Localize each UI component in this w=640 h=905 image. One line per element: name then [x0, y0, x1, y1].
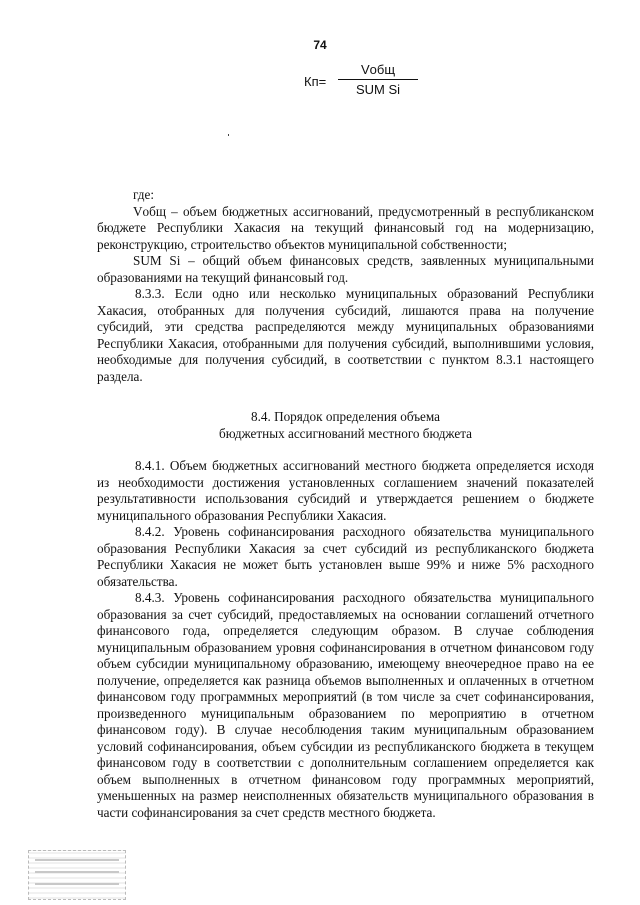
formula-numerator: Vобщ: [338, 62, 418, 80]
paragraph-8-3-3: 8.3.3. Если одно или несколько муниципальных образований Республики Хакасия, отобранных для получения субсидий, лишаются права на получение субсидий, эти средства распределяются между муниципальных образованиями Республики Хакасия, отобранными для получения субсидий, выполнившими условия, необходимые для получения субсидий, в соответствии с пунктом 8.3.1 настоящего раздела.: [97, 286, 594, 384]
section-title-line1: 8.4. Порядок определения объема: [250, 409, 441, 424]
section-title-line2: бюджетных ассигнований местного бюджета: [219, 426, 472, 441]
paragraph-8-4-1: 8.4.1. Объем бюджетных ассигнований местного бюджета определяется исходя из необходимости достижения установленных соглашением значений показателей результативности использования субсидий и утверждается решением о бюджете муниципального образования Республики Хакасия.: [97, 458, 594, 523]
definition-vobsh: Vобщ – объем бюджетных ассигнований, предусмотренный в республиканском бюджете Республики Хакасия на текущий финансовый год на модернизацию, реконструкцию, строительство объектов муниципальной собственности;: [97, 203, 594, 252]
paragraph-8-4-3: 8.4.3. Уровень софинансирования расходного обязательства муниципального образования за счет субсидий, предоставляемых на основании соглашений отчетного финансового года, определяется следующим образом. В случае соблюдения муниципальным образованием уровня софинансирования в отчетном финансовом году объем субсидии муниципальному образованию, имеющему внеочередное право на ее получение, определяется как разница объемов выполненных и оплаченных в отчетном финансовом году программных мероприятий (в том числе за счет софинансирования, произведенного муниципальным образованием по мероприятию в отчетном финансовом году). В случае несоблюдения таким муниципальным образованием условий софинансирования, объем субсидии из республиканского бюджета в текущем финансовом году в соответствии с дополнительным соглашением определяется как объем выполненных в отчетном финансовом году программных мероприятий, уменьшенных на размер неисполненных обязательств муниципального образования в части софинансирования за счет средств местного бюджета.: [97, 590, 594, 820]
paragraph-8-4-2: 8.4.2. Уровень софинансирования расходного обязательства муниципального образования Республики Хакасия за счет субсидий из республиканского бюджета Республики Хакасия не может быть установлен выше 99% и ниже 5% расходного обязательства.: [97, 524, 594, 589]
definition-intro: где:: [133, 187, 154, 202]
registration-stamp-image: [28, 850, 126, 900]
page-number: 74: [313, 38, 327, 52]
formula-fraction: [338, 62, 418, 97]
section-body: [97, 458, 594, 821]
scan-speck: [228, 134, 229, 136]
definition-sumsi: SUM Si – общий объем финансовых средств, заявленных муниципальными образованиями на текущий финансовый год.: [97, 253, 594, 285]
definitions-block: [97, 187, 594, 385]
formula-lhs: Кп=: [304, 74, 327, 89]
formula-denominator: SUM Si: [355, 82, 401, 97]
section-heading-8-4: [97, 408, 594, 442]
